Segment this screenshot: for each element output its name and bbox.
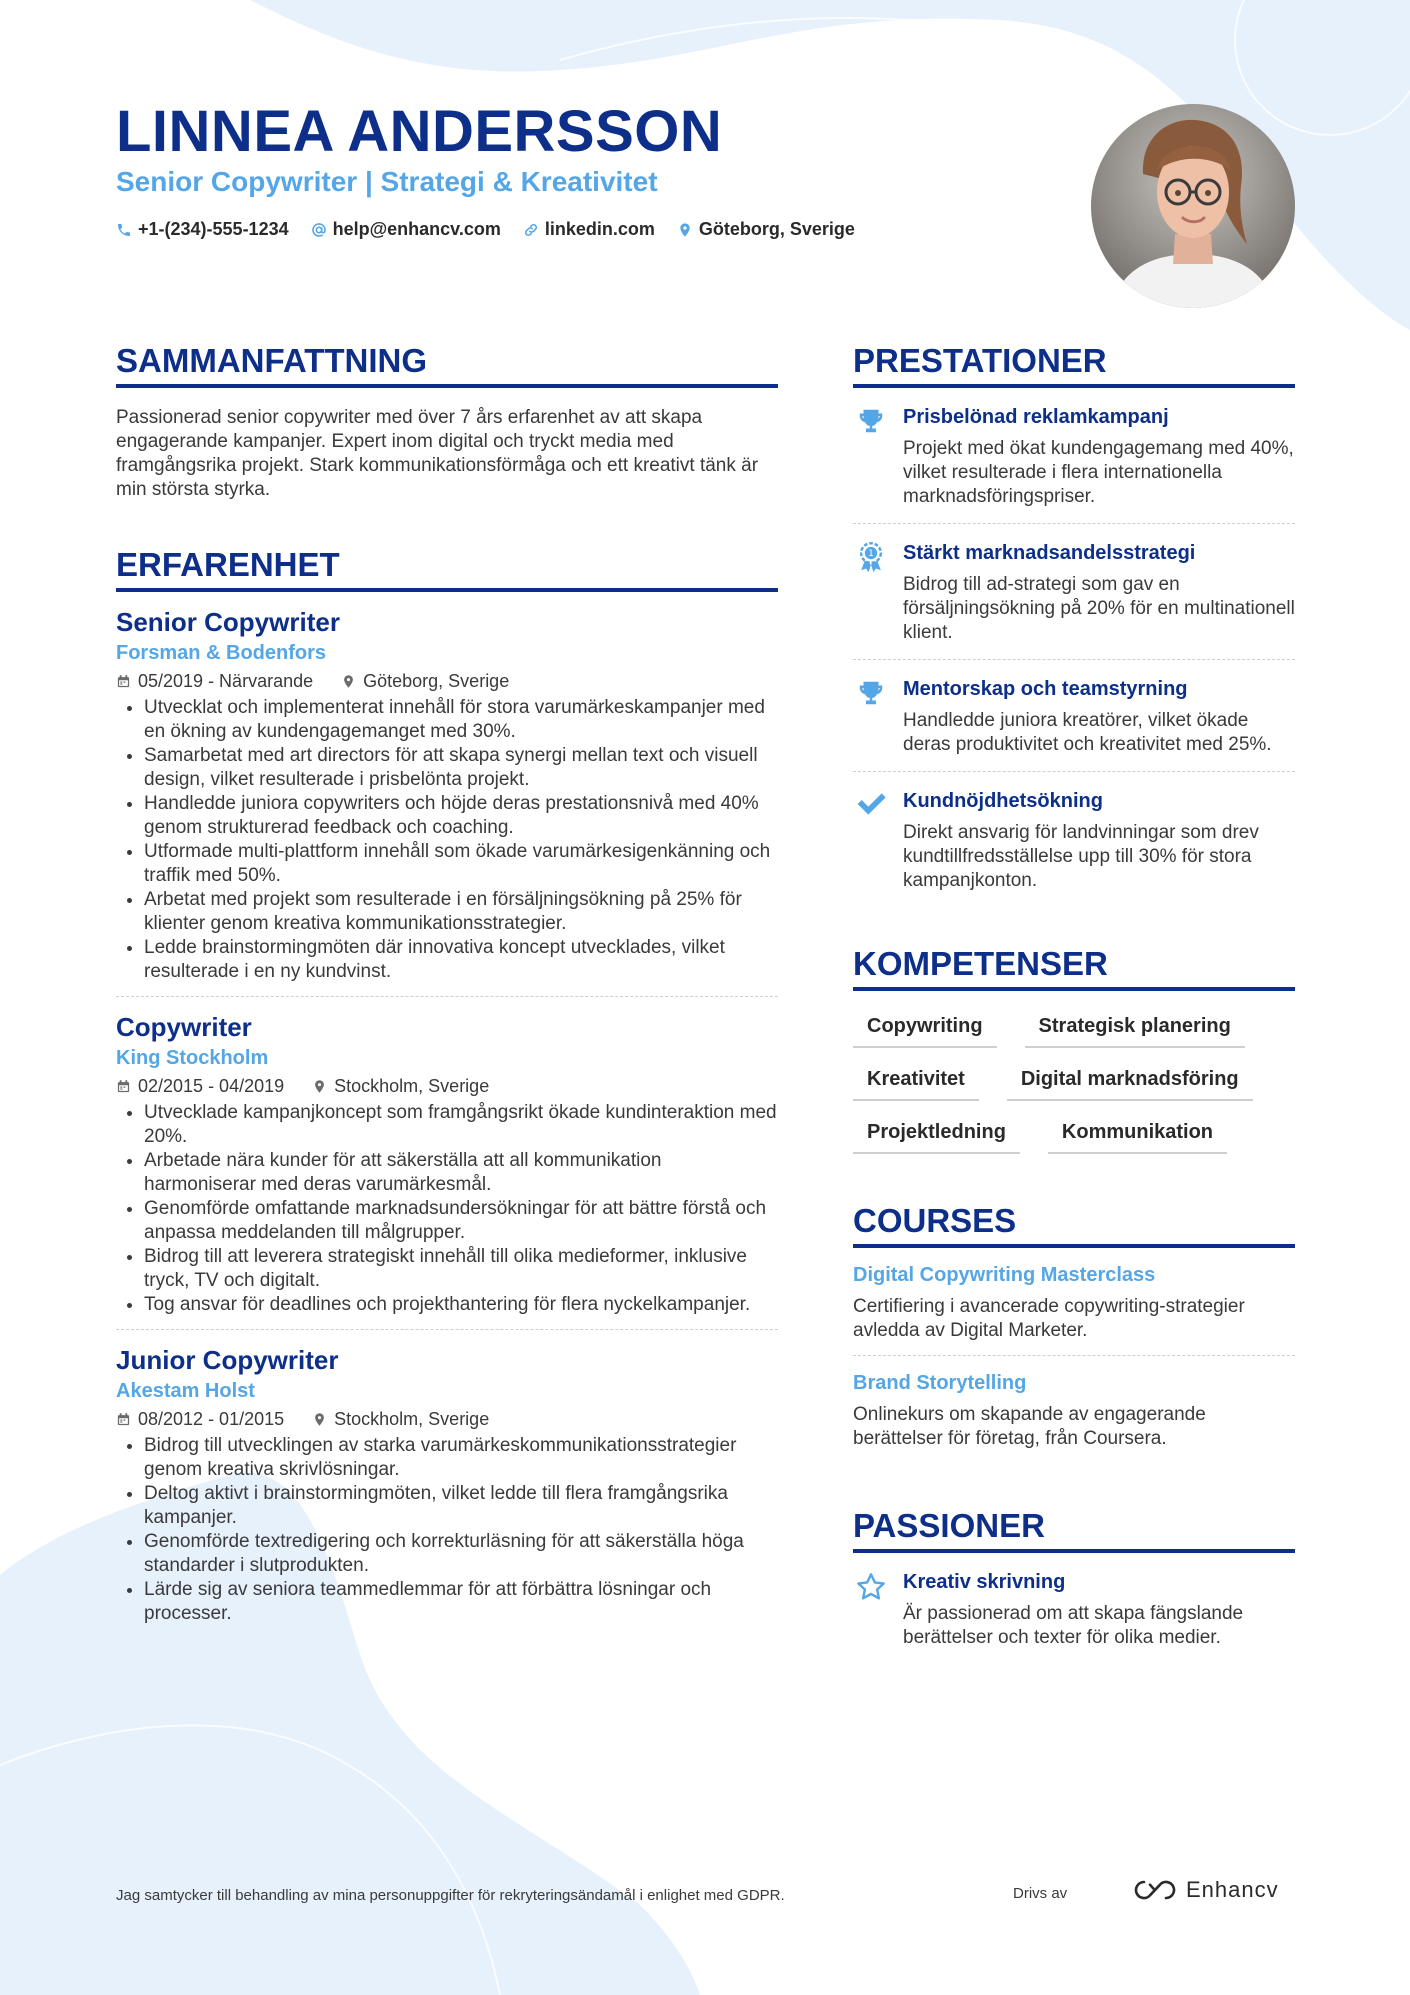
award-ribbon-icon: [856, 542, 886, 574]
brand-name: Enhancv: [1186, 1877, 1279, 1902]
checkmark-icon: [855, 790, 887, 818]
job-bullet: • Tog ansvar för deadlines och projekthantering för flera nyckelkampanjer.: [144, 1293, 778, 1317]
candidate-name: LINNEA ANDERSSON: [116, 99, 723, 164]
left-column: [116, 342, 778, 1638]
job-bullet: • Ledde brainstormingmöten där innovativa koncept utvecklades, vilket resulterade i en ny kundvinst.: [144, 936, 778, 984]
job-meta: [116, 671, 778, 692]
summary-section: [116, 342, 778, 502]
course-title: Brand Storytelling: [853, 1372, 1027, 1394]
job-location: [312, 1409, 489, 1430]
trophy-icon: [856, 678, 886, 708]
skills-section: [853, 945, 1295, 1154]
achievement-icon-slot: [853, 542, 889, 645]
job-bullet: • Bidrog till att leverera strategiskt innehåll till olika medieformer, inklusive tryck, TV och digitalt.: [144, 1245, 778, 1293]
job-bullets: [116, 696, 778, 984]
job-location: [341, 671, 509, 692]
contact-bar: [116, 219, 855, 240]
job-bullets: [116, 1434, 778, 1626]
trophy-icon: [856, 406, 886, 436]
job-bullet: • Samarbetat med art directors för att skapa synergi mellan text och visuell design, vilket resulterade i prisbelönta projekt.: [144, 744, 778, 792]
job-bullet: • Arbetade nära kunder för att säkerställa att all kommunikation harmoniserar med deras varumärkesmål.: [144, 1149, 778, 1197]
achievement-description: Handledde juniora kreatörer, vilket ökade deras produktivitet och kreativitet med 25%.: [903, 710, 1272, 755]
experience-heading: ERFARENHET: [116, 546, 778, 592]
achievement-item: [853, 771, 1295, 907]
skill-tag: Strategisk planering: [1025, 1011, 1245, 1048]
job-meta: [116, 1076, 778, 1097]
contact-email[interactable]: [311, 219, 501, 240]
contact-phone[interactable]: [116, 219, 289, 240]
achievement-description: Projekt med ökat kundengagemang med 40%, vilket resulterade i flera internationella marknadsföringspriser.: [903, 438, 1294, 507]
job-bullet: • Bidrog till utvecklingen av starka varumärkeskommunikationsstrategier genom kreativa skrivlösningar.: [144, 1434, 778, 1482]
achievement-title: Stärkt marknadsandelsstrategi: [903, 542, 1196, 564]
calendar-icon: [116, 1412, 131, 1427]
job-dates: [116, 671, 313, 692]
calendar-icon: [116, 1079, 131, 1094]
achievement-item: [853, 659, 1295, 771]
job-dates-text: 05/2019 - Närvarande: [138, 671, 314, 691]
location-pin-icon: [312, 1412, 327, 1427]
job-bullets: [116, 1101, 778, 1317]
company-name: King Stockholm: [116, 1047, 269, 1069]
achievement-description: Direkt ansvarig för landvinningar som drev kundtillfredsställelse upp till 30% för stora kampanjkonton.: [903, 822, 1259, 891]
achievement-icon-slot: [853, 406, 889, 509]
enhancv-logo[interactable]: [1132, 1877, 1279, 1903]
passion-icon-slot: [853, 1571, 889, 1650]
profile-photo: [1091, 104, 1295, 308]
job-location-text: Stockholm, Sverige: [334, 1076, 490, 1096]
summary-heading: SAMMANFATTNING: [116, 342, 778, 388]
svg-text:1: 1: [868, 549, 874, 560]
skill-tag: Kreativitet: [853, 1064, 979, 1101]
achievement-icon-slot: [853, 790, 889, 893]
job-bullet: • Utformade multi-plattform innehåll som ökade varumärkesigenkänning och traffik med 50%.: [144, 840, 778, 888]
company-name: Forsman & Bodenfors: [116, 642, 327, 664]
summary-text: Passionerad senior copywriter med över 7 års erfarenhet av att skapa engagerande kampanjer. Expert inom digital och tryckt media med framgångsrika projekt. Stark kommunikationsförmåga och ett kreativt tänk är min största styrka.: [116, 407, 759, 500]
courses-heading: COURSES: [853, 1202, 1295, 1248]
gdpr-consent-text: Jag samtycker till behandling av mina personuppgifter för rekryteringsändamål i enlighet med GDPR.: [116, 1887, 785, 1904]
course-description: Certifiering i avancerade copywriting-strategier avledda av Digital Marketer.: [853, 1296, 1245, 1341]
skills-list: [853, 1011, 1295, 1154]
location-pin-icon: [341, 674, 356, 689]
infinity-logo-icon: [1132, 1878, 1178, 1902]
passion-item: [853, 1553, 1295, 1664]
course-title: Digital Copywriting Masterclass: [853, 1264, 1156, 1286]
achievement-title: Prisbelönad reklamkampanj: [903, 406, 1169, 428]
phone-icon: [116, 222, 132, 238]
job-bullet: • Handledde juniora copywriters och höjde deras prestationsnivå med 40% genom strukturerad feedback och coaching.: [144, 792, 778, 840]
courses-section: [853, 1202, 1295, 1463]
location-pin-icon: [312, 1079, 327, 1094]
achievements-section: [853, 342, 1295, 907]
contact-email-text: help@enhancv.com: [332, 219, 501, 239]
experience-section: [116, 546, 778, 1638]
job-dates-text: 08/2012 - 01/2015: [138, 1409, 285, 1429]
course-description: Onlinekurs om skapande av engagerande berättelser för företag, från Coursera.: [853, 1404, 1206, 1449]
passions-section: [853, 1507, 1295, 1664]
job-dates: [116, 1409, 284, 1430]
contact-location-text: Göteborg, Sverige: [698, 219, 855, 239]
achievement-title: Kundnöjdhetsökning: [903, 790, 1103, 812]
job-location-text: Göteborg, Sverige: [363, 671, 510, 691]
job-title: Copywriter: [116, 1012, 252, 1042]
skill-tag: Kommunikation: [1048, 1117, 1227, 1154]
job-meta: [116, 1409, 778, 1430]
right-column: [853, 342, 1295, 1664]
achievement-icon-slot: [853, 678, 889, 757]
job-entry: [116, 592, 778, 996]
job-bullet: • Genomförde textredigering och korrekturläsning för att säkerställa höga standarder i slutprodukten.: [144, 1530, 778, 1578]
contact-location: [677, 219, 855, 240]
powered-by-label: Drivs av: [1013, 1885, 1068, 1902]
course-item: [853, 1355, 1295, 1463]
contact-linkedin[interactable]: [523, 219, 655, 240]
job-bullet: • Utvecklade kampanjkoncept som framgångsrikt ökade kundinteraktion med 20%.: [144, 1101, 778, 1149]
link-icon: [523, 222, 539, 238]
job-bullet: • Deltog aktivt i brainstormingmöten, vilket ledde till flera framgångsrika kampanjer.: [144, 1482, 778, 1530]
job-dates-text: 02/2015 - 04/2019: [138, 1076, 285, 1096]
achievement-item: [853, 388, 1295, 523]
skill-tag: Digital marknadsföring: [1007, 1064, 1253, 1101]
location-pin-icon: [677, 222, 693, 238]
portrait-illustration: [1091, 104, 1295, 308]
skill-tag: Projektledning: [853, 1117, 1020, 1154]
job-title: Senior Copywriter: [116, 607, 340, 637]
achievement-item: [853, 523, 1295, 659]
at-icon: [311, 222, 327, 238]
job-bullet: • Utvecklat och implementerat innehåll för stora varumärkeskampanjer med en ökning av kundengagemanget med 30%.: [144, 696, 778, 744]
job-bullet: • Genomförde omfattande marknadsundersökningar för att bättre förstå och anpassa meddelanden till målgrupper.: [144, 1197, 778, 1245]
job-bullet: • Lärde sig av seniora teammedlemmar för att förbättra lösningar och processer.: [144, 1578, 778, 1626]
contact-phone-text: +1-(234)-555-1234: [138, 219, 289, 239]
contact-linkedin-text: linkedin.com: [544, 219, 655, 239]
job-entry: [116, 996, 778, 1329]
skill-tag: Copywriting: [853, 1011, 997, 1048]
star-icon: [855, 1571, 887, 1603]
passion-title: Kreativ skrivning: [903, 1571, 1066, 1593]
achievements-heading: PRESTATIONER: [853, 342, 1295, 388]
passions-heading: PASSIONER: [853, 1507, 1295, 1553]
job-title: Junior Copywriter: [116, 1345, 339, 1375]
calendar-icon: [116, 674, 131, 689]
course-item: [853, 1248, 1295, 1355]
job-entry: [116, 1329, 778, 1638]
achievement-description: Bidrog till ad-strategi som gav en försäljningsökning på 20% för en multinationell klient.: [903, 574, 1295, 643]
job-location-text: Stockholm, Sverige: [334, 1409, 490, 1429]
passion-description: Är passionerad om att skapa fängslande berättelser och texter för olika medier.: [903, 1603, 1244, 1648]
skills-heading: KOMPETENSER: [853, 945, 1295, 991]
job-location: [312, 1076, 489, 1097]
achievement-title: Mentorskap och teamstyrning: [903, 678, 1188, 700]
candidate-headline: Senior Copywriter | Strategi & Kreativitet: [116, 166, 658, 197]
job-dates: [116, 1076, 284, 1097]
job-bullet: • Arbetat med projekt som resulterade i en försäljningsökning på 25% för klienter genom kreativa kommunikationsstrategier.: [144, 888, 778, 936]
company-name: Akestam Holst: [116, 1380, 255, 1402]
